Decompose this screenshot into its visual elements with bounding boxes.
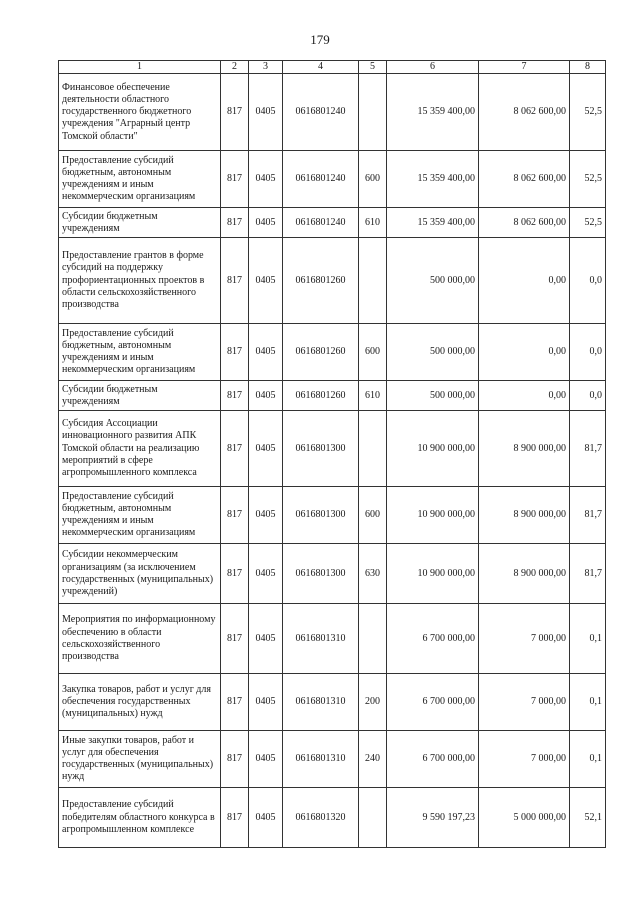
row-gr: 817 xyxy=(221,411,249,487)
row-rzpr: 0405 xyxy=(249,487,283,544)
row-plan: 15 359 400,00 xyxy=(387,151,479,208)
row-csr: 0616801300 xyxy=(283,411,359,487)
row-vr: 240 xyxy=(359,731,387,788)
budget-table xyxy=(58,60,606,848)
header-cell-2: 2 xyxy=(221,61,249,74)
table-row xyxy=(59,604,606,674)
header-cell-5: 5 xyxy=(359,61,387,74)
row-pct: 0,1 xyxy=(570,674,606,731)
row-fact: 8 062 600,00 xyxy=(479,151,570,208)
row-fact: 8 900 000,00 xyxy=(479,544,570,604)
row-gr: 817 xyxy=(221,604,249,674)
header-cell-8: 8 xyxy=(570,61,606,74)
row-rzpr: 0405 xyxy=(249,381,283,411)
header-cell-3: 3 xyxy=(249,61,283,74)
row-pct: 52,5 xyxy=(570,74,606,151)
row-name: Субсидии некоммерческим организациям (за исключением государственных (муниципальных) учреждений) xyxy=(59,544,221,604)
row-vr: 600 xyxy=(359,151,387,208)
row-plan: 15 359 400,00 xyxy=(387,74,479,151)
row-csr: 0616801260 xyxy=(283,324,359,381)
row-plan: 500 000,00 xyxy=(387,238,479,324)
header-cell-6: 6 xyxy=(387,61,479,74)
row-plan: 500 000,00 xyxy=(387,324,479,381)
row-pct: 0,0 xyxy=(570,238,606,324)
row-plan: 6 700 000,00 xyxy=(387,674,479,731)
row-vr: 200 xyxy=(359,674,387,731)
row-csr: 0616801240 xyxy=(283,151,359,208)
row-vr: 600 xyxy=(359,324,387,381)
row-fact: 8 062 600,00 xyxy=(479,74,570,151)
row-vr: 610 xyxy=(359,208,387,238)
table-row xyxy=(59,411,606,487)
row-gr: 817 xyxy=(221,74,249,151)
table-row xyxy=(59,324,606,381)
row-plan: 10 900 000,00 xyxy=(387,544,479,604)
row-name: Финансовое обеспечение деятельности областного государственного бюджетного учреждения "Аграрный центр Томской области" xyxy=(59,74,221,151)
row-rzpr: 0405 xyxy=(249,74,283,151)
table-row xyxy=(59,788,606,848)
table-row xyxy=(59,238,606,324)
row-plan: 15 359 400,00 xyxy=(387,208,479,238)
row-plan: 6 700 000,00 xyxy=(387,731,479,788)
row-rzpr: 0405 xyxy=(249,411,283,487)
row-pct: 0,1 xyxy=(570,731,606,788)
row-gr: 817 xyxy=(221,381,249,411)
row-fact: 8 900 000,00 xyxy=(479,411,570,487)
row-csr: 0616801260 xyxy=(283,238,359,324)
row-name: Иные закупки товаров, работ и услуг для обеспечения государственных (муниципальных) нужд xyxy=(59,731,221,788)
row-vr: 600 xyxy=(359,487,387,544)
row-rzpr: 0405 xyxy=(249,151,283,208)
table-row xyxy=(59,381,606,411)
header-row xyxy=(59,61,606,74)
row-rzpr: 0405 xyxy=(249,674,283,731)
row-rzpr: 0405 xyxy=(249,324,283,381)
row-vr xyxy=(359,238,387,324)
row-pct: 52,5 xyxy=(570,208,606,238)
row-pct: 0,0 xyxy=(570,381,606,411)
row-csr: 0616801240 xyxy=(283,208,359,238)
header-cell-4: 4 xyxy=(283,61,359,74)
row-plan: 6 700 000,00 xyxy=(387,604,479,674)
row-rzpr: 0405 xyxy=(249,208,283,238)
row-fact: 7 000,00 xyxy=(479,674,570,731)
row-fact: 8 062 600,00 xyxy=(479,208,570,238)
row-plan: 10 900 000,00 xyxy=(387,487,479,544)
row-fact: 0,00 xyxy=(479,238,570,324)
row-vr: 610 xyxy=(359,381,387,411)
row-csr: 0616801310 xyxy=(283,674,359,731)
row-pct: 0,1 xyxy=(570,604,606,674)
row-gr: 817 xyxy=(221,208,249,238)
row-pct: 81,7 xyxy=(570,544,606,604)
row-name: Субсидии бюджетным учреждениям xyxy=(59,208,221,238)
row-name: Мероприятия по информационному обеспечению в области сельскохозяйственного производства xyxy=(59,604,221,674)
row-vr xyxy=(359,604,387,674)
table-row xyxy=(59,74,606,151)
page-number: 179 xyxy=(310,32,330,47)
row-pct: 52,1 xyxy=(570,788,606,848)
row-plan: 500 000,00 xyxy=(387,381,479,411)
header-cell-7: 7 xyxy=(479,61,570,74)
row-vr xyxy=(359,74,387,151)
row-gr: 817 xyxy=(221,544,249,604)
row-csr: 0616801320 xyxy=(283,788,359,848)
table-row xyxy=(59,544,606,604)
row-pct: 81,7 xyxy=(570,411,606,487)
row-name: Предоставление субсидий бюджетным, автономным учреждениям и иным некоммерческим организациям xyxy=(59,487,221,544)
row-rzpr: 0405 xyxy=(249,788,283,848)
table-row xyxy=(59,208,606,238)
row-fact: 0,00 xyxy=(479,324,570,381)
table-row xyxy=(59,151,606,208)
table-row xyxy=(59,674,606,731)
row-name: Субсидия Ассоциации инновационного развития АПК Томской области на реализацию мероприятий в сфере агропромышленного комплекса xyxy=(59,411,221,487)
table-row xyxy=(59,487,606,544)
row-plan: 10 900 000,00 xyxy=(387,411,479,487)
row-csr: 0616801310 xyxy=(283,604,359,674)
row-name: Закупка товаров, работ и услуг для обеспечения государственных (муниципальных) нужд xyxy=(59,674,221,731)
row-name: Предоставление субсидий бюджетным, автономным учреждениям и иным некоммерческим организациям xyxy=(59,324,221,381)
row-rzpr: 0405 xyxy=(249,604,283,674)
row-fact: 0,00 xyxy=(479,381,570,411)
row-name: Субсидии бюджетным учреждениям xyxy=(59,381,221,411)
row-name: Предоставление субсидий бюджетным, автономным учреждениям и иным некоммерческим организациям xyxy=(59,151,221,208)
row-gr: 817 xyxy=(221,487,249,544)
table-row xyxy=(59,731,606,788)
row-gr: 817 xyxy=(221,151,249,208)
row-rzpr: 0405 xyxy=(249,238,283,324)
row-fact: 8 900 000,00 xyxy=(479,487,570,544)
row-csr: 0616801300 xyxy=(283,544,359,604)
row-csr: 0616801260 xyxy=(283,381,359,411)
row-pct: 0,0 xyxy=(570,324,606,381)
row-vr xyxy=(359,788,387,848)
header-cell-1: 1 xyxy=(59,61,221,74)
row-name: Предоставление грантов в форме субсидий на поддержку профориентационных проектов в области сельскохозяйственного производства xyxy=(59,238,221,324)
row-gr: 817 xyxy=(221,238,249,324)
row-gr: 817 xyxy=(221,674,249,731)
row-name: Предоставление субсидий победителям областного конкурса в агропромышленном комплексе xyxy=(59,788,221,848)
row-vr: 630 xyxy=(359,544,387,604)
row-gr: 817 xyxy=(221,788,249,848)
row-fact: 7 000,00 xyxy=(479,604,570,674)
row-rzpr: 0405 xyxy=(249,544,283,604)
row-csr: 0616801310 xyxy=(283,731,359,788)
row-fact: 5 000 000,00 xyxy=(479,788,570,848)
row-csr: 0616801240 xyxy=(283,74,359,151)
row-gr: 817 xyxy=(221,731,249,788)
row-gr: 817 xyxy=(221,324,249,381)
row-csr: 0616801300 xyxy=(283,487,359,544)
row-plan: 9 590 197,23 xyxy=(387,788,479,848)
row-pct: 52,5 xyxy=(570,151,606,208)
row-vr xyxy=(359,411,387,487)
row-pct: 81,7 xyxy=(570,487,606,544)
row-fact: 7 000,00 xyxy=(479,731,570,788)
row-rzpr: 0405 xyxy=(249,731,283,788)
